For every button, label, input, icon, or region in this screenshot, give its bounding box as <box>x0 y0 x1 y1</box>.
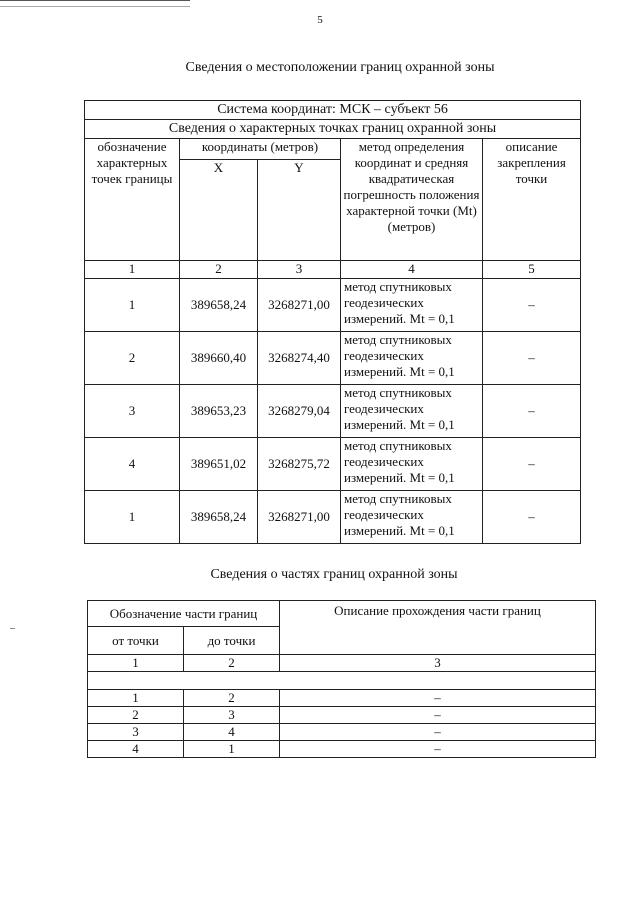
point-row <box>85 491 581 544</box>
header-to: до точки <box>184 627 280 655</box>
point-id: 2 <box>85 332 180 385</box>
coord-x: 389660,40 <box>180 332 258 385</box>
point-row <box>85 385 581 438</box>
col-number: 5 <box>483 261 581 279</box>
part-row <box>88 741 596 758</box>
to-point: 1 <box>184 741 280 758</box>
to-point: 4 <box>184 724 280 741</box>
method-text: метод спутниковых геодезических измерений. Mt = 0,1 <box>341 438 483 491</box>
coord-x: 389651,02 <box>180 438 258 491</box>
col-number: 2 <box>180 261 258 279</box>
method-text: метод спутниковых геодезических измерений. Mt = 0,1 <box>341 279 483 332</box>
part-description: – <box>280 724 596 741</box>
coord-y: 3268271,00 <box>258 279 341 332</box>
coord-x: 389658,24 <box>180 279 258 332</box>
header-rule-secondary <box>0 6 190 7</box>
col-number: 4 <box>341 261 483 279</box>
method-text: метод спутниковых геодезических измерений. Mt = 0,1 <box>341 385 483 438</box>
point-id: 4 <box>85 438 180 491</box>
method-text: метод спутниковых геодезических измерений. Mt = 0,1 <box>341 491 483 544</box>
point-id: 1 <box>85 491 180 544</box>
header-part-designation: Обозначение части границ <box>88 601 280 627</box>
col-number: 1 <box>85 261 180 279</box>
part-row <box>88 690 596 707</box>
point-row <box>85 279 581 332</box>
coord-y: 3268275,72 <box>258 438 341 491</box>
header-fixing: описание закрепления точки <box>483 139 581 261</box>
point-id: 3 <box>85 385 180 438</box>
from-point: 4 <box>88 741 184 758</box>
page-number: 5 <box>317 14 323 26</box>
spacer-row <box>88 672 596 690</box>
fixing-text: – <box>483 385 581 438</box>
coord-x: 389658,24 <box>180 491 258 544</box>
part-description: – <box>280 741 596 758</box>
to-point: 3 <box>184 707 280 724</box>
col-number: 3 <box>258 261 341 279</box>
part-description: – <box>280 707 596 724</box>
header-method: метод определения координат и средняя квадратическая погрешность положения характерной точки (Mt) (метров) <box>341 139 483 261</box>
header-description: Описание прохождения части границ <box>280 601 596 655</box>
header-rule <box>0 0 190 1</box>
col-number: 1 <box>88 655 184 672</box>
scan-speck <box>10 628 15 629</box>
coord-x: 389653,23 <box>180 385 258 438</box>
fixing-text: – <box>483 279 581 332</box>
header-coordinates: координаты (метров) <box>180 139 341 160</box>
header-x: X <box>180 160 258 261</box>
point-row <box>85 438 581 491</box>
col-number: 3 <box>280 655 596 672</box>
header-designation: обозначение характерных точек границы <box>85 139 180 261</box>
table1-subtitle: Сведения о характерных точках границ охранной зоны <box>85 120 581 139</box>
coord-y: 3268274,40 <box>258 332 341 385</box>
header-y: Y <box>258 160 341 261</box>
method-text: метод спутниковых геодезических измерений. Mt = 0,1 <box>341 332 483 385</box>
from-point: 3 <box>88 724 184 741</box>
from-point: 1 <box>88 690 184 707</box>
coordinates-heading: Сведения о местоположении границ охранной зоны <box>185 60 495 75</box>
parts-heading: Сведения о частях границ охранной зоны <box>210 567 458 582</box>
from-point: 2 <box>88 707 184 724</box>
fixing-text: – <box>483 332 581 385</box>
boundary-points-table <box>84 100 581 544</box>
coord-y: 3268271,00 <box>258 491 341 544</box>
col-number: 2 <box>184 655 280 672</box>
coordinate-system: Система координат: МСК – субъект 56 <box>85 101 581 120</box>
header-from: от точки <box>88 627 184 655</box>
point-id: 1 <box>85 279 180 332</box>
boundary-parts-table <box>87 600 596 758</box>
fixing-text: – <box>483 491 581 544</box>
coord-y: 3268279,04 <box>258 385 341 438</box>
to-point: 2 <box>184 690 280 707</box>
fixing-text: – <box>483 438 581 491</box>
part-description: – <box>280 690 596 707</box>
part-row <box>88 707 596 724</box>
point-row <box>85 332 581 385</box>
part-row <box>88 724 596 741</box>
